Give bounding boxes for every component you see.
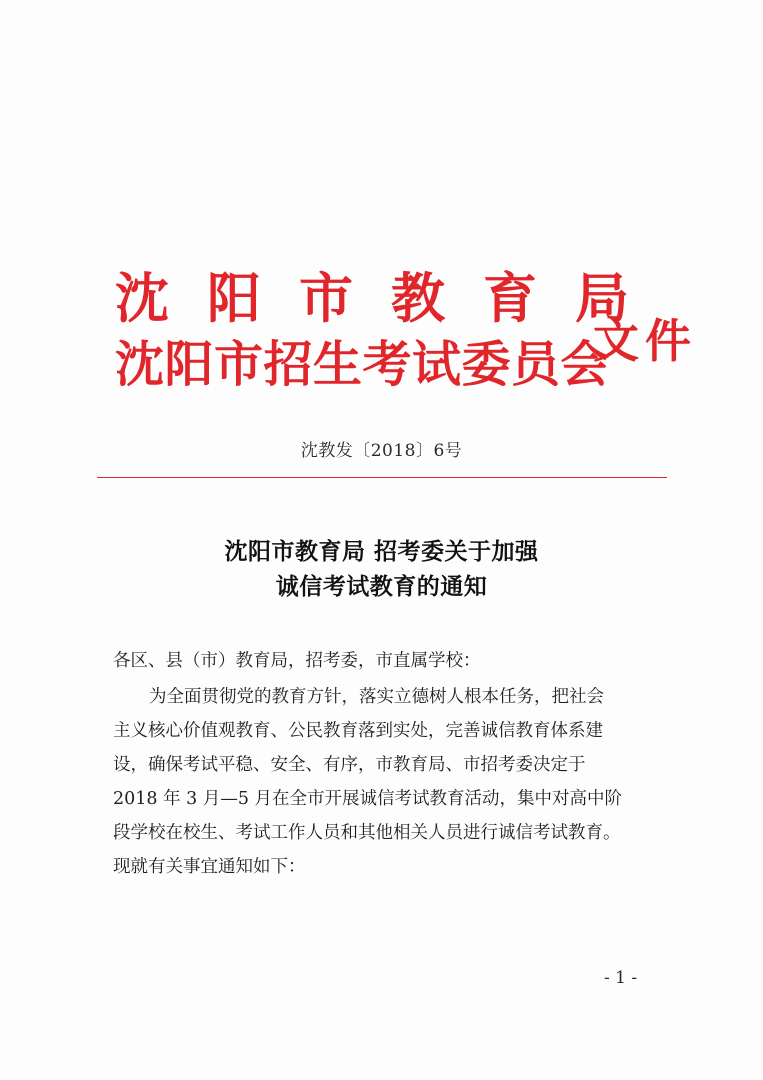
page-number: - 1 - bbox=[604, 968, 638, 988]
document-kind-label: 文件 bbox=[593, 314, 697, 368]
document-title-line-2: 诚信考试教育的通知 bbox=[275, 574, 488, 600]
document-number: 沈教发〔2018〕6号 bbox=[300, 441, 463, 461]
paragraph-line: 设，确保考试平稳、安全、有序，市教育局、市招考委决定于 bbox=[113, 755, 586, 775]
issuing-org-2: 沈阳市招生考试委员会 bbox=[115, 336, 611, 393]
paragraph-line: 为全面贯彻党的教育方针，落实立德树人根本任务，把社会 bbox=[149, 687, 604, 707]
paragraph-line: 段学校在校生、考试工作人员和其他相关人员进行诚信考试教育。 bbox=[113, 823, 621, 843]
document-title-line-1: 沈阳市教育局 招考委关于加强 bbox=[224, 539, 539, 565]
paragraph-line: 主义核心价值观教育、公民教育落到实处，完善诚信教育体系建 bbox=[113, 721, 603, 741]
header-divider bbox=[97, 477, 667, 478]
paragraph-line: 现就有关事宜通知如下： bbox=[113, 857, 306, 877]
salutation: 各区、县（市）教育局，招考委，市直属学校： bbox=[113, 651, 481, 671]
paragraph-line: 2018 年 3 月—5 月在全市开展诚信考试教育活动，集中对高中阶 bbox=[113, 789, 623, 809]
issuing-org-1: 沈阳市教育局 bbox=[115, 267, 667, 330]
document-header bbox=[115, 268, 715, 408]
